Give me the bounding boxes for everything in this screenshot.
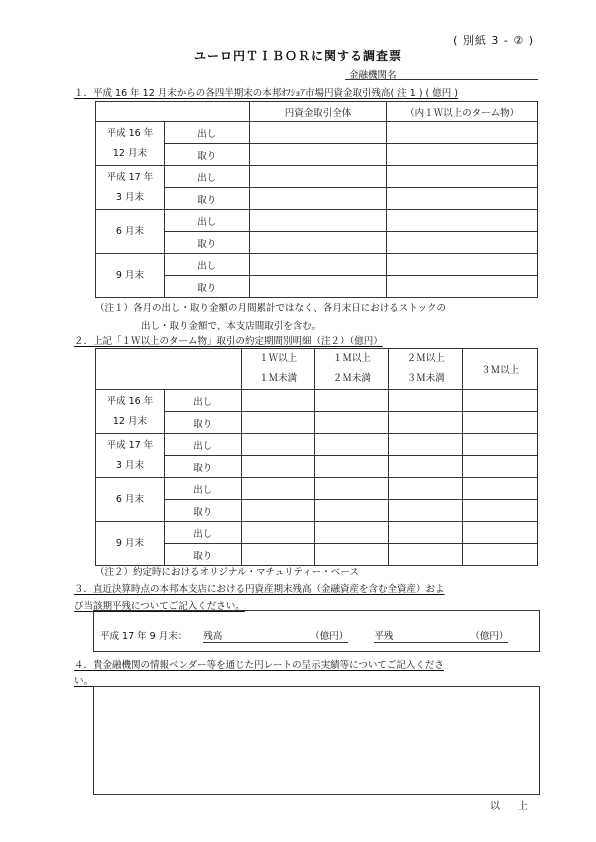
input-cell[interactable] (389, 434, 463, 456)
row-label: 出し (164, 166, 249, 188)
date-label: 平成 17 年 9 月末： (100, 631, 188, 642)
input-cell[interactable] (241, 412, 315, 434)
input-cell[interactable] (463, 390, 538, 412)
input-cell[interactable] (249, 210, 387, 232)
header-blank-cell (96, 349, 242, 390)
input-cell[interactable] (463, 544, 538, 566)
row-label: 出し (164, 434, 241, 456)
section3-heading-line1: ３．直近決算時点の本邦本支店における円資産期末残高（金融資産を含む全資産）およ (74, 584, 445, 595)
row-label: 取り (164, 500, 241, 522)
input-cell[interactable] (387, 210, 538, 232)
zandaka-field[interactable]: 残高 （億円） (203, 628, 348, 643)
row-label: 取り (164, 188, 249, 210)
section4-answer-box[interactable] (93, 686, 540, 795)
input-cell[interactable] (249, 144, 387, 166)
period-cell: 平成 16 年 12 月末 (96, 122, 165, 166)
input-cell[interactable] (241, 434, 315, 456)
page-title: ユーロ円ＴＩＢＯＲに関する調査票 (193, 49, 402, 63)
input-cell[interactable] (249, 254, 387, 276)
header-blank-cell (96, 102, 250, 122)
row-label: 取り (164, 456, 241, 478)
row-label: 出し (164, 122, 249, 144)
input-cell[interactable] (241, 500, 315, 522)
input-cell[interactable] (387, 232, 538, 254)
note1-line2: 出し・取り金額で、本支店間取引を含む。 (141, 321, 322, 332)
input-cell[interactable] (241, 456, 315, 478)
input-cell[interactable] (249, 166, 387, 188)
input-cell[interactable] (241, 544, 315, 566)
heizan-field[interactable]: 平残 （億円） (374, 628, 508, 643)
period-cell: 6 月末 (96, 478, 165, 522)
row-label: 取り (164, 276, 249, 298)
input-cell[interactable] (315, 522, 389, 544)
end-mark: 以上 (490, 801, 546, 812)
input-cell[interactable] (249, 188, 387, 210)
input-cell[interactable] (387, 276, 538, 298)
institution-name-field[interactable] (345, 79, 538, 80)
section1-table (95, 101, 538, 298)
input-cell[interactable] (389, 478, 463, 500)
row-label: 出し (164, 522, 241, 544)
input-cell[interactable] (387, 254, 538, 276)
input-cell[interactable] (249, 122, 387, 144)
input-cell[interactable] (315, 544, 389, 566)
col-header-1m-2m: １Ｍ以上 ２Ｍ未満 (315, 349, 389, 390)
input-cell[interactable] (389, 544, 463, 566)
input-cell[interactable] (241, 478, 315, 500)
institution-name-label: 金融機関名 (349, 70, 397, 81)
row-label: 出し (164, 254, 249, 276)
section4-heading-line1: ４．貴金融機関の情報ベンダー等を通じた円レートの呈示実績等についてご記入くださ (74, 660, 444, 671)
input-cell[interactable] (463, 478, 538, 500)
row-label: 出し (164, 390, 241, 412)
section4-heading-line2: い。 (74, 676, 94, 687)
period-cell: 平成 16 年 12 月末 (96, 390, 165, 434)
period-cell: 6 月末 (96, 210, 165, 254)
input-cell[interactable] (315, 412, 389, 434)
input-cell[interactable] (463, 434, 538, 456)
input-cell[interactable] (389, 522, 463, 544)
input-cell[interactable] (463, 522, 538, 544)
section2-heading: ２．上記「１Ｗ以上のターム物」取引の約定期間別明細（注２）（億円） (74, 336, 383, 347)
col-header-2m-3m: ２Ｍ以上 ３Ｍ未満 (389, 349, 463, 390)
input-cell[interactable] (241, 390, 315, 412)
note2: （注２）約定時におけるオリジナル・マチュリティー・ベース (95, 567, 359, 578)
row-label: 取り (164, 412, 241, 434)
input-cell[interactable] (315, 456, 389, 478)
input-cell[interactable] (387, 144, 538, 166)
period-cell: 平成 17 年 3 月末 (96, 166, 165, 210)
input-cell[interactable] (315, 390, 389, 412)
section3-heading-line2: び当該期平残についてご記入ください。 (74, 601, 245, 612)
row-label: 取り (164, 232, 249, 254)
row-label: 取り (164, 144, 249, 166)
period-cell: 9 月末 (96, 522, 165, 566)
period-cell: 9 月末 (96, 254, 165, 298)
input-cell[interactable] (241, 522, 315, 544)
annex-label: ( 別紙 3 - ② ) (453, 34, 534, 47)
section3-answer-box (93, 610, 540, 652)
row-label: 取り (164, 544, 241, 566)
input-cell[interactable] (389, 390, 463, 412)
col-header-total: 円資金取引全体 (249, 102, 387, 122)
input-cell[interactable] (463, 456, 538, 478)
row-label: 出し (164, 478, 241, 500)
input-cell[interactable] (249, 276, 387, 298)
input-cell[interactable] (387, 166, 538, 188)
input-cell[interactable] (389, 500, 463, 522)
input-cell[interactable] (463, 412, 538, 434)
col-header-3m-plus: ３Ｍ以上 (463, 349, 538, 390)
col-header-term: （内１Ｗ以上のターム物） (387, 102, 538, 122)
section1-heading: １．平成 16 年 12 月末からの各四半期末の本邦ｵﾌｼｮｱ市場円資金取引残高( 注 1 ) ( 億円 ) (74, 88, 458, 99)
input-cell[interactable] (389, 412, 463, 434)
section2-table (95, 348, 538, 566)
input-cell[interactable] (463, 500, 538, 522)
input-cell[interactable] (315, 434, 389, 456)
note1-line1: （注１）各月の出し・取り金額の月間累計ではなく、各月末日におけるストックの (95, 303, 447, 314)
col-header-1w-1m: １Ｗ以上 １Ｍ未満 (241, 349, 315, 390)
input-cell[interactable] (387, 188, 538, 210)
period-cell: 平成 17 年 3 月末 (96, 434, 165, 478)
input-cell[interactable] (249, 232, 387, 254)
input-cell[interactable] (387, 122, 538, 144)
input-cell[interactable] (315, 500, 389, 522)
input-cell[interactable] (315, 478, 389, 500)
input-cell[interactable] (389, 456, 463, 478)
row-label: 出し (164, 210, 249, 232)
